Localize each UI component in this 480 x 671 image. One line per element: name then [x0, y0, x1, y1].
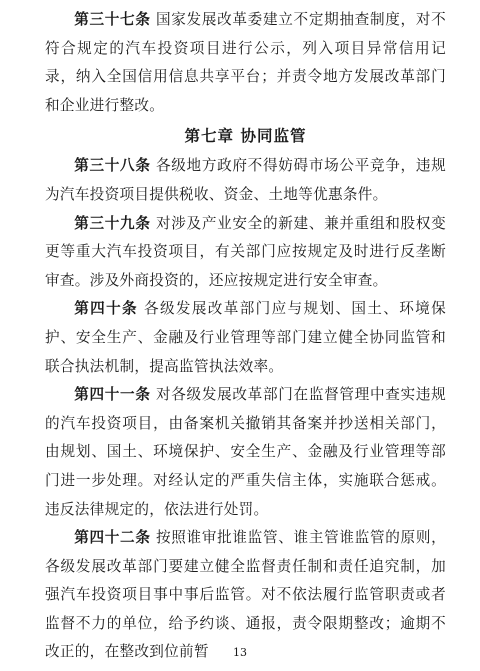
article-40-text: 各级发展改革部门应与规划、国土、环境保护、安全生产、金融及行业管理等部门建立健全协同监管和联合执法机制，提高监管执法效率。 [45, 300, 446, 375]
article-37-text: 国家发展改革委建立不定期抽查制度，对不符合规定的汽车投资项目进行公示，列入项目异常信用记录，纳入全国信用信息共享平台；并责令地方发展改革部门和企业进行整改。 [45, 11, 446, 114]
article-40-paragraph [45, 295, 446, 381]
article-41-text: 对各级发展改革部门在监督管理中查实违规的汽车投资项目，由备案机关撤销其备案并抄送相关部门，由规划、国土、环境保护、安全生产、金融及行业管理等部门进一步处理。对经认定的严重失信主体，实施联合惩戒。违反法律规定的，依法进行处罚。 [45, 386, 446, 518]
article-37-number: 第三十七条 [74, 11, 151, 28]
article-39-paragraph [45, 210, 446, 296]
article-37-paragraph [45, 6, 446, 120]
article-42-number: 第四十二条 [74, 529, 151, 547]
article-42-text: 按照谁审批谁监管、谁主管谁监管的原则，各级发展改革部门要建立健全监督责任制和责任追究制，加强汽车投资项目事中事后监管。对不依法履行监管职责或者监督不力的单位，给予约谈、通报，责令限期整改；逾期不改正的，在整改到位前暂 [45, 529, 446, 661]
article-41-number: 第四十一条 [74, 386, 151, 404]
article-39-text: 对涉及产业安全的新建、兼并重组和股权变更等重大汽车投资项目，有关部门应按规定及时进行反垄断审查。涉及外商投资的，还应按规定进行安全审查。 [45, 214, 446, 289]
article-38-paragraph [45, 152, 446, 209]
page-number: 13 [233, 646, 247, 659]
article-40-number: 第四十条 [74, 300, 138, 318]
article-38-text: 各级地方政府不得妨碍市场公平竞争，违规为汽车投资项目提供税收、资金、土地等优惠条件。 [45, 157, 446, 203]
article-38-number: 第三十八条 [74, 157, 151, 175]
chapter-title: 第七章 协同监管 [184, 127, 307, 146]
article-39-number: 第三十九条 [74, 214, 151, 232]
article-41-paragraph [45, 381, 446, 524]
